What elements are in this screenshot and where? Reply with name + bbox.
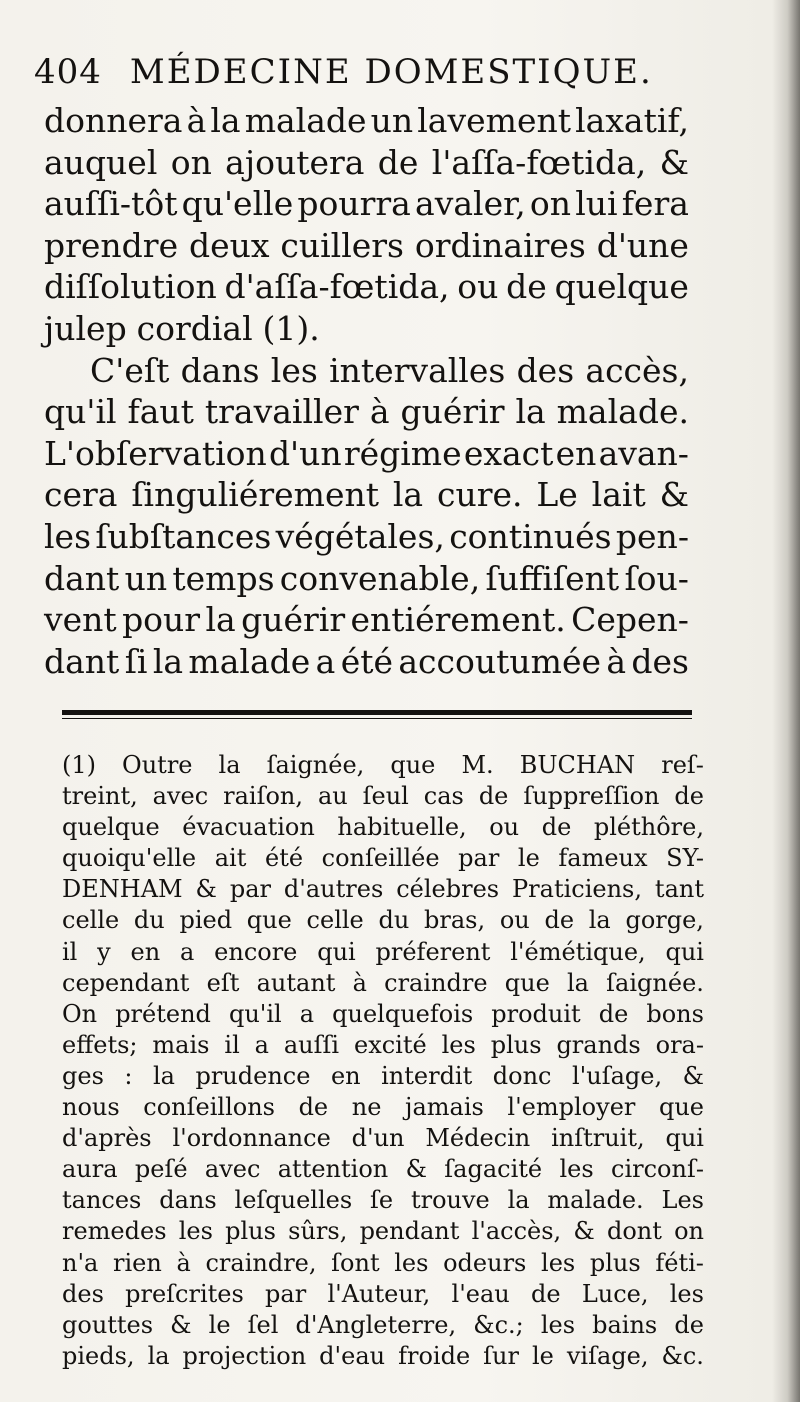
footnote-line: quelque évacuation habituelle, ou de pléthôre,	[62, 813, 704, 842]
body-text-line: qu'il faut travailler à guérir la malade.	[44, 392, 689, 432]
footnote-line: ges : la prudence en interdit donc l'uſage, &	[62, 1061, 704, 1090]
footnote-line: il y en a encore qui préferent l'émétique, qui	[62, 937, 704, 966]
main-text	[44, 100, 689, 682]
footnote-line: On prétend qu'il a quelquefois produit de bons	[62, 999, 704, 1028]
footnote-line: tances dans leſquelles ſe trouve la malade. Les	[62, 1186, 704, 1215]
body-text-line: cera ſinguliérement la cure. Le lait &	[44, 475, 689, 515]
footnote-line: (1) Outre la ſaignée, que M. BUCHAN reſ-	[62, 751, 704, 779]
body-text-line: donnera à la malade un lavement laxatif,	[44, 101, 689, 140]
body-text-line: auquel on ajoutera de l'aſſa-fœtida, &	[44, 142, 689, 182]
page-edge-shadow	[772, 0, 800, 1402]
running-title: MÉDECINE DOMESTIQUE.	[129, 52, 653, 92]
footnote-separator-rule	[62, 710, 692, 715]
footnote-line: DENHAM & par d'autres célebres Praticiens, tant	[62, 875, 704, 904]
footnote	[62, 750, 704, 1372]
footnote-separator-thin-rule	[62, 718, 692, 719]
footnote-line: d'après l'ordonnance d'un Médecin inſtruit, qui	[62, 1124, 704, 1153]
body-text-line: L'obſervation d'un régime exact en avan-	[44, 433, 689, 473]
footnote-line: nous conſeillons de ne jamais l'employer que	[62, 1093, 704, 1122]
running-header	[34, 52, 724, 98]
footnote-line: effets; mais il a auſſi excité les plus grands ora-	[62, 1030, 704, 1059]
footnote-line: cependant eſt autant à craindre que la ſaignée.	[62, 968, 704, 997]
footnote-line: aura peſé avec attention & ſagacité les circonſ-	[62, 1155, 704, 1184]
footnote-line: celle du pied que celle du bras, ou de la gorge,	[62, 906, 704, 935]
body-text-line: les ſubſtances végétales, continués pen-	[44, 516, 689, 556]
footnote-line: des preſcrites par l'Auteur, l'eau de Luce, les	[62, 1279, 704, 1308]
body-text-line: julep cordial (1).	[44, 308, 320, 348]
page-number: 404	[34, 52, 102, 92]
footnote-line: gouttes & le ſel d'Angleterre, &c.; les bains de	[62, 1310, 704, 1339]
body-text-line: prendre deux cuillers ordinaires d'une	[44, 225, 689, 265]
body-text-line: vent pour la guérir entiérement. Cepen-	[44, 600, 689, 640]
body-text-line: auſſi-tôt qu'elle pourra avaler, on lui fera	[44, 184, 689, 224]
footnote-line: quoiqu'elle ait été conſeillée par le fameux SY-	[62, 844, 704, 873]
footnote-line: pieds, la projection d'eau froide ſur le viſage, &c.	[62, 1341, 704, 1370]
body-text-line: dant un temps convenable, ſuffiſent ſou-	[44, 558, 689, 598]
body-text-line: diſſolution d'aſſa-fœtida, ou de quelque	[44, 267, 689, 307]
footnote-line: remedes les plus sûrs, pendant l'accès, & dont on	[62, 1217, 704, 1246]
footnote-line: treint, avec raiſon, au ſeul cas de ſuppreſſion de	[62, 782, 704, 811]
body-text-line: C'eſt dans les intervalles des accès,	[90, 350, 689, 390]
footnote-line: n'a rien à craindre, ſont les odeurs les plus féti-	[62, 1248, 704, 1277]
body-text-line: dant ſi la malade a été accoutumée à des	[44, 641, 689, 681]
